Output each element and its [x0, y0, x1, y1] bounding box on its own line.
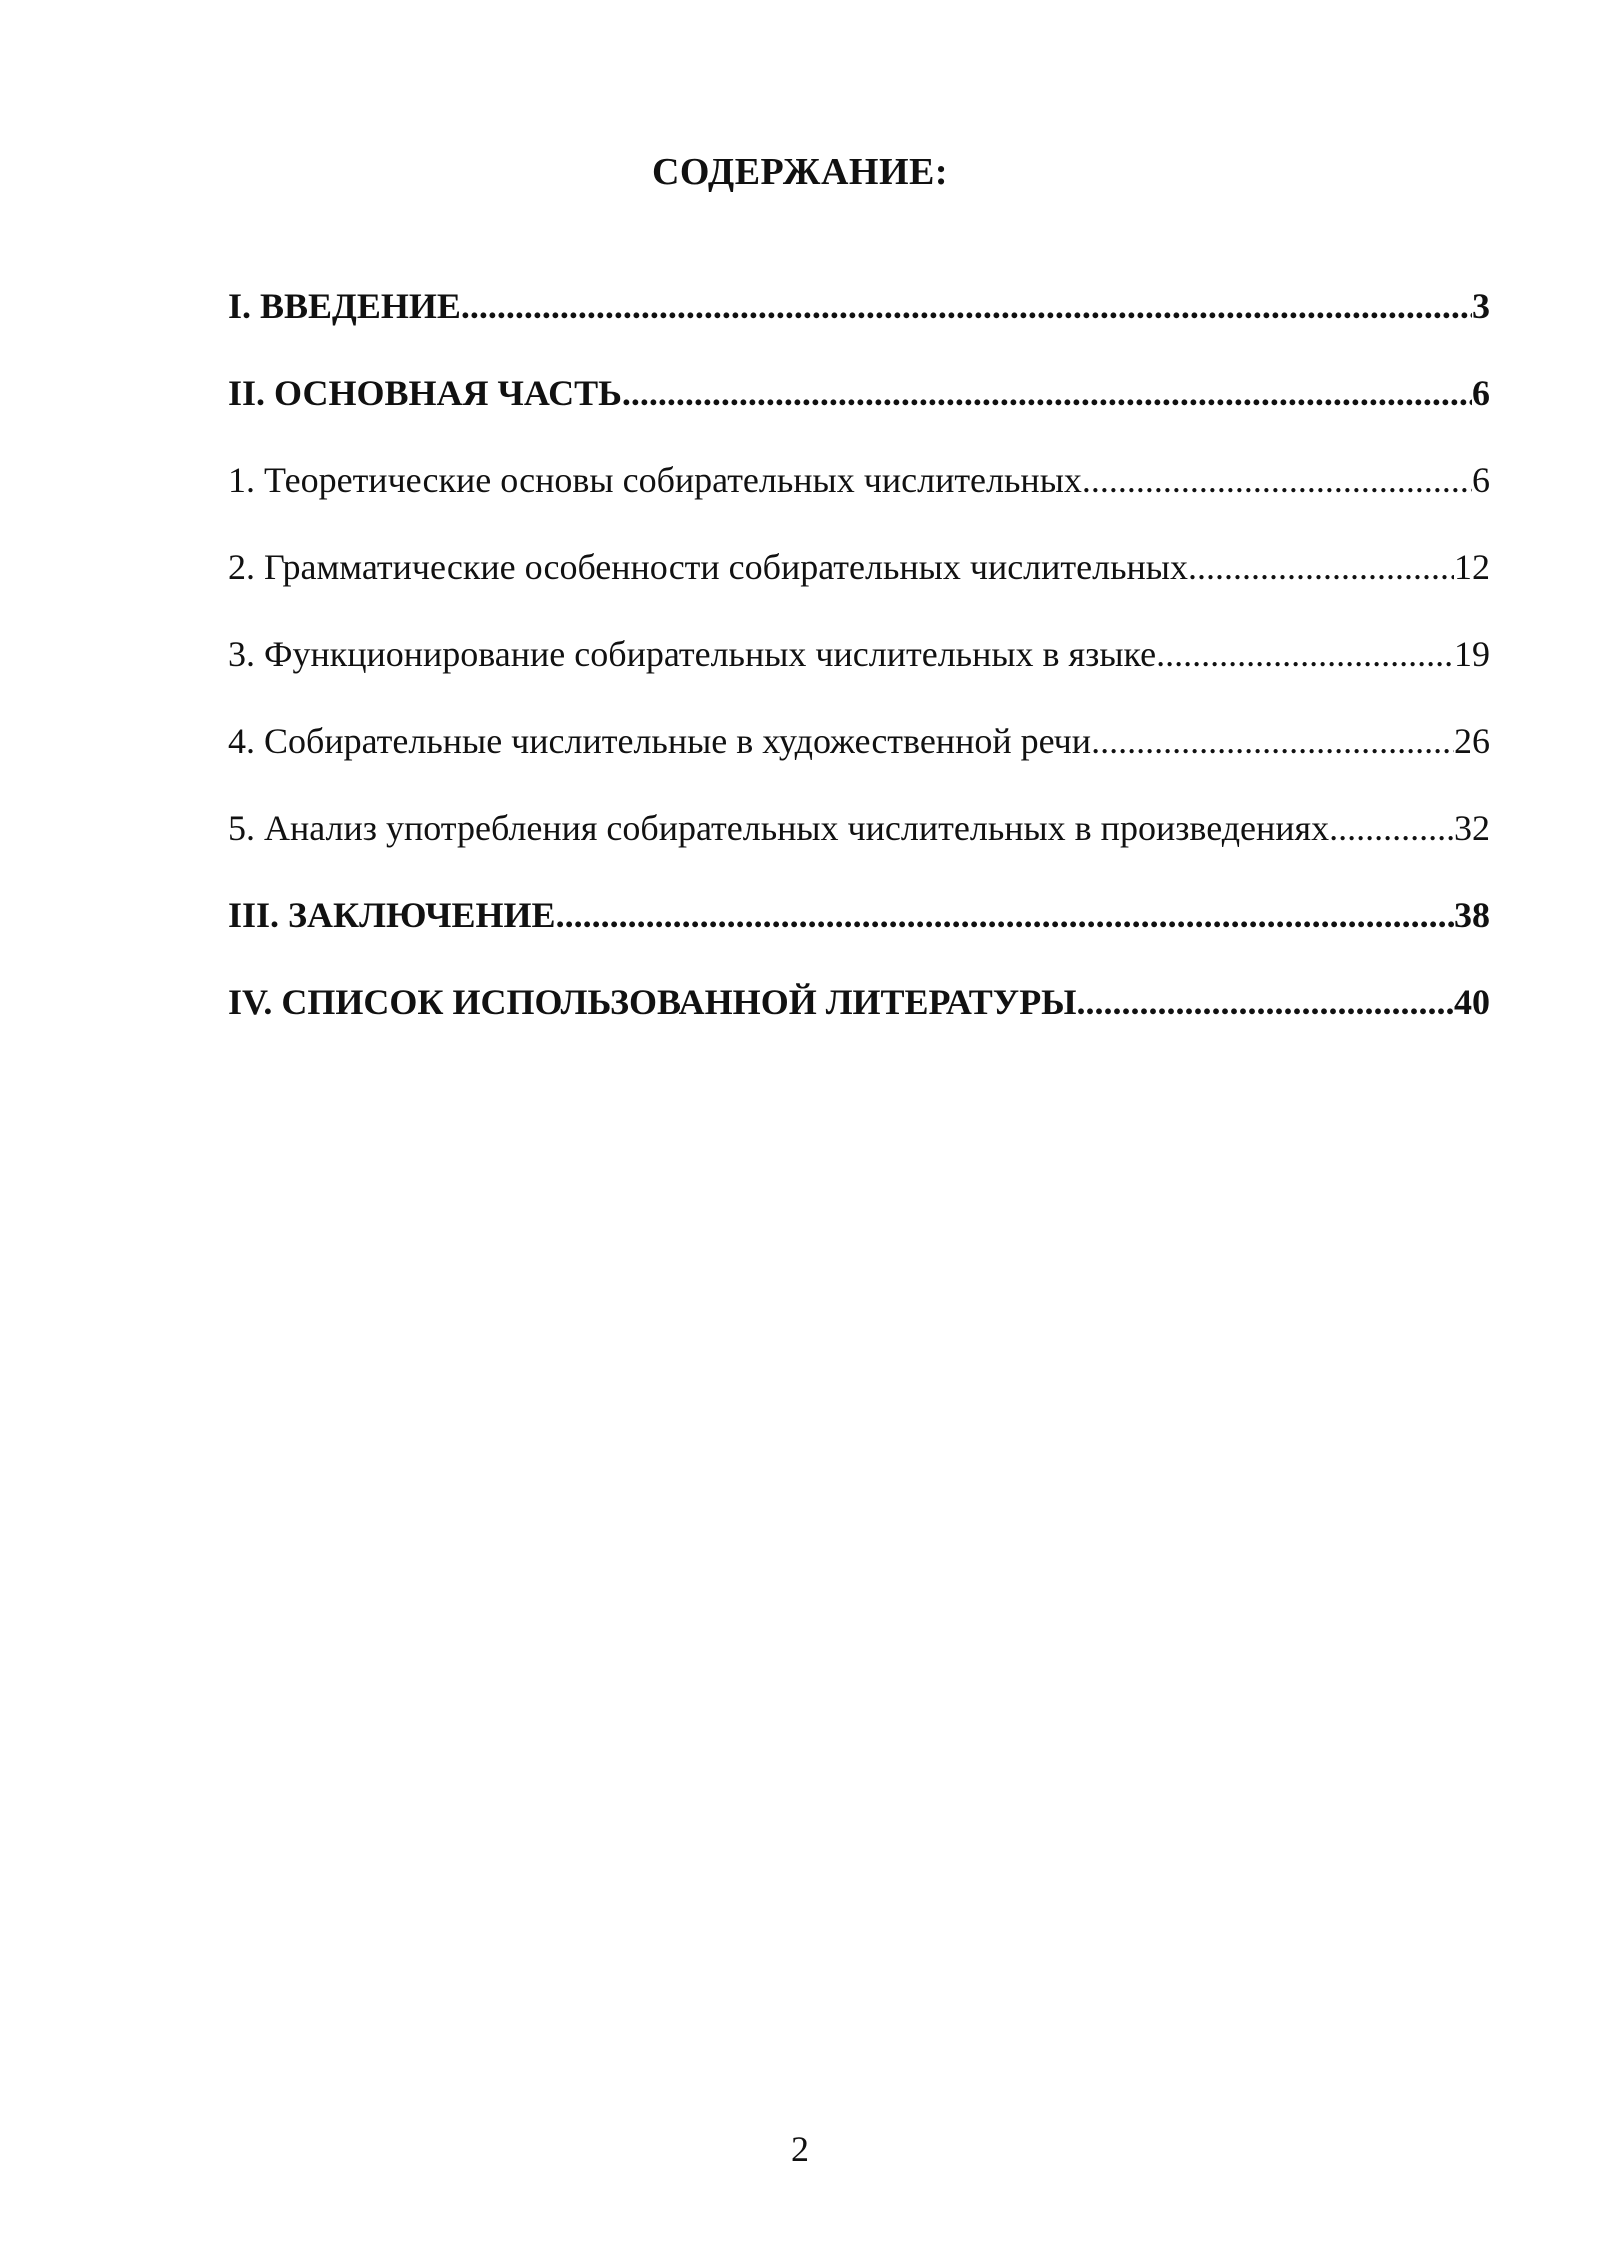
toc-entry-label: IV. СПИСОК ИСПОЛЬЗОВАННОЙ ЛИТЕРАТУРЫ [228, 982, 1077, 1022]
toc-entry-page: 12 [1454, 547, 1490, 587]
toc-entry-label: 4. Собирательные числительные в художественной речи [228, 721, 1092, 761]
toc-entry-label: III. ЗАКЛЮЧЕНИЕ [228, 895, 556, 935]
toc-dot-leader [1082, 452, 1472, 508]
toc-dot-leader [1156, 626, 1454, 682]
toc-entry-section-4[interactable] [228, 713, 1490, 800]
toc-dot-leader [461, 278, 1472, 334]
toc-entry-page: 6 [1472, 460, 1490, 500]
table-of-contents [228, 278, 1490, 1061]
toc-entry-references[interactable] [228, 974, 1490, 1061]
toc-entry-page: 38 [1454, 895, 1490, 935]
page-number: 2 [791, 2129, 809, 2169]
toc-dot-leader [556, 887, 1454, 943]
toc-entry-page: 40 [1454, 982, 1490, 1022]
toc-entry-label: I. ВВЕДЕНИЕ [228, 286, 461, 326]
toc-entry-label: II. ОСНОВНАЯ ЧАСТЬ [228, 373, 622, 413]
toc-entry-page: 19 [1454, 634, 1490, 674]
toc-entry-label: 1. Теоретические основы собирательных числительных [228, 460, 1082, 500]
toc-entry-label: 2. Грамматические особенности собирательных числительных [228, 547, 1188, 587]
toc-dot-leader [1077, 974, 1454, 1030]
toc-entry-page: 3 [1472, 286, 1490, 326]
toc-dot-leader [1188, 539, 1454, 595]
toc-dot-leader [622, 365, 1472, 421]
toc-entry-label: 5. Анализ употребления собирательных числительных в произведениях [228, 808, 1330, 848]
toc-entry-page: 26 [1454, 721, 1490, 761]
toc-entry-section-1[interactable] [228, 452, 1490, 539]
toc-dot-leader [1329, 800, 1454, 856]
toc-entry-conclusion[interactable] [228, 887, 1490, 974]
toc-title: СОДЕРЖАНИЕ: [651, 151, 949, 193]
toc-entry-label: 3. Функционирование собирательных числительных в языке [228, 634, 1157, 674]
toc-entry-page: 6 [1472, 373, 1490, 413]
toc-entry-section-3[interactable] [228, 626, 1490, 713]
toc-dot-leader [1091, 713, 1454, 769]
toc-entry-section-5[interactable] [228, 800, 1490, 887]
toc-entry-introduction[interactable] [228, 278, 1490, 365]
toc-entry-page: 32 [1454, 808, 1490, 848]
toc-entry-main-part[interactable] [228, 365, 1490, 452]
toc-entry-section-2[interactable] [228, 539, 1490, 626]
